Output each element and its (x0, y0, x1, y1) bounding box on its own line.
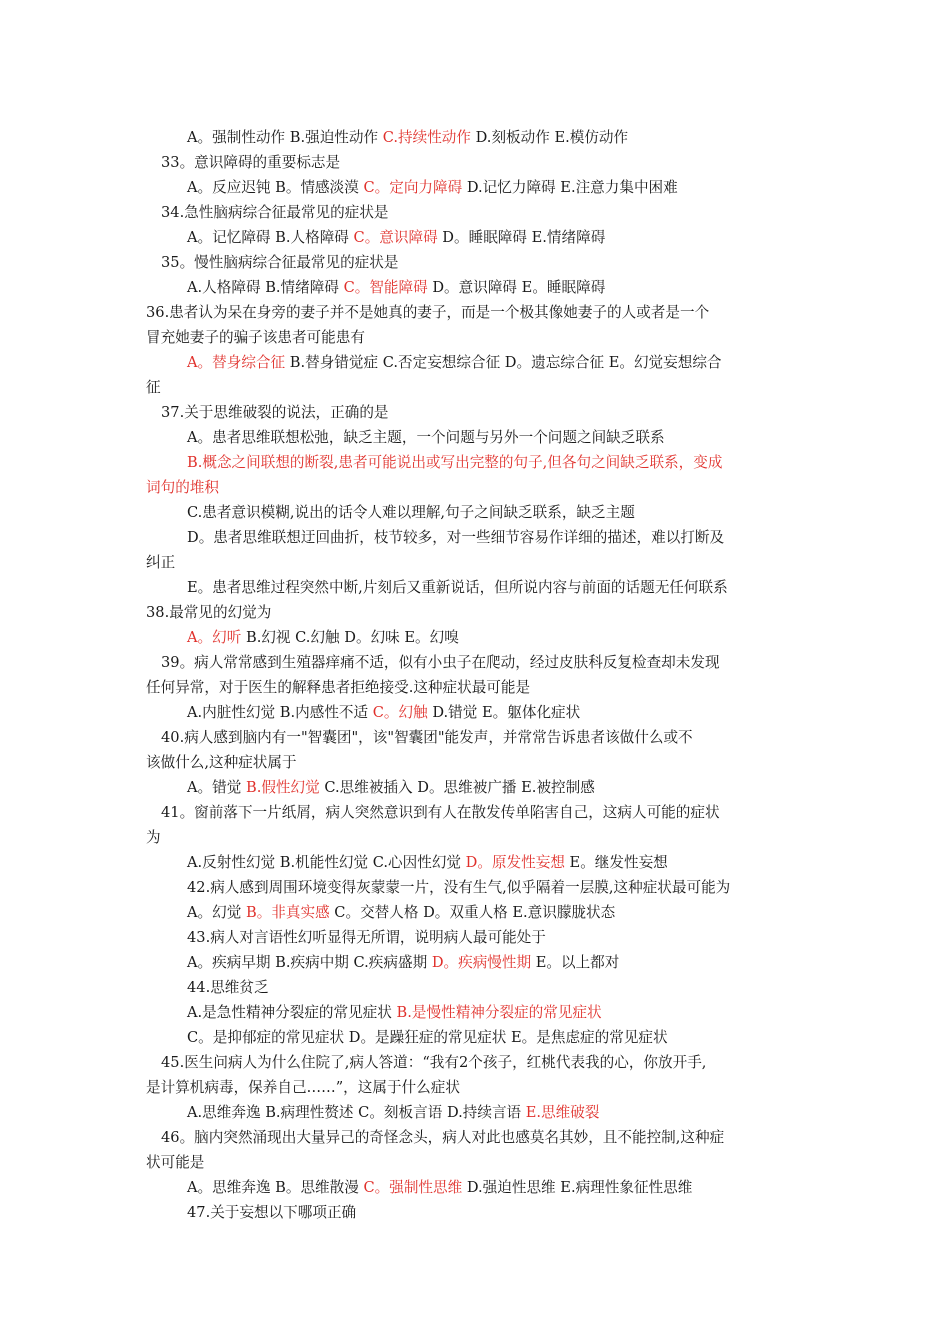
text-line (187, 928, 546, 948)
text-line (161, 253, 398, 273)
text-segment: A。疾病早期 B.疾病中期 C.疾病盛期 (187, 954, 432, 971)
text-segment: 42.病人感到周围环境变得灰蒙蒙一片，没有生气,似乎隔着一层膜,这种症状最可能为 (187, 879, 731, 896)
text-line (161, 803, 720, 823)
text-segment: 41。窗前落下一片纸屑，病人突然意识到有人在散发传单陷害自己，这病人可能的症状 (161, 804, 720, 821)
text-segment: A.内脏性幻觉 B.内感性不适 (187, 704, 373, 721)
answer-highlight: 词句的堆积 (146, 479, 219, 496)
text-segment: 37.关于思维破裂的说法，正确的是 (161, 404, 389, 421)
text-segment: A。强制性动作 B.强迫性动作 (187, 129, 383, 146)
text-segment: B.替身错觉症 C.否定妄想综合征 D。遗忘综合征 E。幻觉妄想综合 (285, 354, 722, 371)
text-line (187, 1003, 602, 1023)
text-line (187, 503, 635, 523)
text-segment: 35。慢性脑病综合征最常见的症状是 (161, 254, 399, 271)
text-line (187, 1103, 599, 1123)
text-line (187, 1203, 356, 1223)
text-segment: D.错觉 E。躯体化症状 (427, 704, 581, 721)
text-segment: 纠正 (146, 554, 176, 571)
answer-highlight: E.思维破裂 (525, 1104, 600, 1121)
text-segment: 是计算机病毒，保养自己……”，这属于什么症状 (146, 1079, 460, 1096)
text-line (187, 903, 615, 923)
text-segment: A。反应迟钝 B。情感淡漠 (187, 179, 364, 196)
text-segment: A。记忆障碍 B.人格障碍 (187, 229, 354, 246)
answer-highlight: C。强制性思维 (363, 1179, 463, 1196)
text-segment: 47.关于妄想以下哪项正确 (187, 1204, 357, 1221)
text-segment: E。患者思维过程突然中断,片刻后又重新说话，但所说内容与前面的话题无任何联系 (187, 579, 728, 596)
text-segment: D.记忆力障碍 E.注意力集中困难 (462, 179, 678, 196)
text-line (161, 1053, 706, 1073)
answer-highlight: C。意识障碍 (353, 229, 438, 246)
text-line (161, 203, 389, 223)
text-line (146, 603, 271, 623)
text-segment: 冒充她妻子的骗子该患者可能患有 (146, 329, 365, 346)
text-line (161, 728, 693, 748)
text-segment: C.患者意识模糊,说出的话令人难以理解,句子之间缺乏联系，缺乏主题 (187, 504, 635, 521)
answer-highlight: A。幻听 (187, 629, 242, 646)
text-segment: D。睡眠障碍 E.情绪障碍 (437, 229, 606, 246)
text-line (187, 853, 668, 873)
text-segment: 43.病人对言语性幻听显得无所谓，说明病人最可能处于 (187, 929, 546, 946)
text-segment: C。是抑郁症的常见症状 D。是躁狂症的常见症状 E。是焦虑症的常见症状 (187, 1029, 668, 1046)
text-line (187, 978, 269, 998)
text-line (146, 678, 530, 698)
answer-highlight: C。幻触 (372, 704, 428, 721)
text-segment: A。错觉 (187, 779, 246, 796)
text-line (161, 653, 720, 673)
answer-highlight: B.是慢性精神分裂症的常见症状 (396, 1004, 602, 1021)
text-line (187, 703, 580, 723)
answer-highlight: B。非真实感 (245, 904, 330, 921)
text-line (187, 778, 595, 798)
text-line (187, 453, 722, 473)
text-segment: 34.急性脑病综合征最常见的症状是 (161, 204, 389, 221)
text-segment: D。意识障碍 E。睡眠障碍 (427, 279, 606, 296)
text-segment: 状可能是 (146, 1154, 205, 1171)
text-segment: A.反射性幻觉 B.机能性幻觉 C.心因性幻觉 (187, 854, 466, 871)
text-segment: 44.思维贫乏 (187, 979, 269, 996)
text-line (187, 578, 728, 598)
text-segment: 征 (146, 379, 161, 396)
answer-highlight: B.假性幻觉 (245, 779, 320, 796)
text-line (187, 878, 730, 898)
text-segment: 为 (146, 829, 161, 846)
text-segment: D.刻板动作 E.模仿动作 (470, 129, 629, 146)
answer-highlight: D。疾病慢性期 (431, 954, 532, 971)
text-segment: 39。病人常常感到生殖器痒痛不适，似有小虫子在爬动，经过皮肤科反复检查却未发现 (161, 654, 720, 671)
text-segment: 45.医生问病人为什么住院了,病人答道：“我有2个孩子，红桃代表我的心，你放开手, (161, 1054, 707, 1071)
text-line (187, 628, 459, 648)
text-line (187, 353, 722, 373)
text-line (161, 153, 340, 173)
answer-highlight: C。定向力障碍 (363, 179, 463, 196)
answer-highlight: C.持续性动作 (382, 129, 471, 146)
answer-highlight: D。原发性妄想 (465, 854, 565, 871)
text-segment: A.思维奔逸 B.病理性赘述 C。刻板言语 D.持续言语 (187, 1104, 526, 1121)
text-segment: A。思维奔逸 B。思维散漫 (187, 1179, 364, 1196)
text-segment: 36.患者认为呆在身旁的妻子并不是她真的妻子，而是一个极其像她妻子的人或者是一个 (146, 304, 710, 321)
text-segment: 46。脑内突然涌现出大量异己的奇怪念头，病人对此也感莫名其妙，且不能控制,这种症 (161, 1129, 725, 1146)
text-line (146, 553, 175, 573)
text-line (187, 528, 724, 548)
text-segment: C。交替人格 D。双重人格 E.意识朦胧状态 (329, 904, 616, 921)
text-segment: 任何异常，对于医生的解释患者拒绝接受.这种症状最可能是 (146, 679, 531, 696)
text-line (187, 953, 619, 973)
text-line (146, 828, 161, 848)
text-segment: B.幻视 C.幻触 D。幻味 E。幻嗅 (241, 629, 459, 646)
text-segment: C.思维被插入 D。思维被广播 E.被控制感 (319, 779, 595, 796)
text-segment: 33。意识障碍的重要标志是 (161, 154, 341, 171)
text-line (146, 1153, 204, 1173)
text-segment: 38.最常见的幻觉为 (146, 604, 272, 621)
text-line (187, 228, 605, 248)
text-line (187, 1178, 692, 1198)
text-line (187, 1028, 668, 1048)
text-segment: 该做什么,这种症状属于 (146, 754, 297, 771)
text-segment: E。继发性妄想 (564, 854, 668, 871)
text-line (146, 303, 709, 323)
text-segment: A.是急性精神分裂症的常见症状 (187, 1004, 397, 1021)
text-line (146, 328, 365, 348)
text-segment: A。患者思维联想松弛，缺乏主题，一个问题与另外一个问题之间缺乏联系 (187, 429, 665, 446)
text-line (187, 428, 665, 448)
text-segment: E。以上都对 (531, 954, 620, 971)
text-line (187, 278, 605, 298)
text-line (146, 1078, 460, 1098)
text-segment: D。患者思维联想迂回曲折，枝节较多，对一些细节容易作详细的描述，难以打断及 (187, 529, 725, 546)
answer-highlight: B.概念之间联想的断裂,患者可能说出或写出完整的句子,但各句之间缺乏联系，变成 (187, 454, 723, 471)
text-line (161, 403, 389, 423)
text-line (187, 128, 628, 148)
text-segment: D.强迫性思维 E.病理性象征性思维 (462, 1179, 693, 1196)
text-line (161, 1128, 724, 1148)
text-line (146, 378, 161, 398)
text-line (146, 753, 297, 773)
text-line (187, 178, 678, 198)
answer-highlight: C。智能障碍 (343, 279, 428, 296)
text-segment: A.人格障碍 B.情绪障碍 (187, 279, 344, 296)
answer-highlight: A。替身综合征 (187, 354, 286, 371)
text-line (146, 478, 219, 498)
text-segment: A。幻觉 (187, 904, 246, 921)
text-segment: 40.病人感到脑内有一"智囊团"，该"智囊团"能发声，并常常告诉患者该做什么或不 (161, 729, 693, 746)
